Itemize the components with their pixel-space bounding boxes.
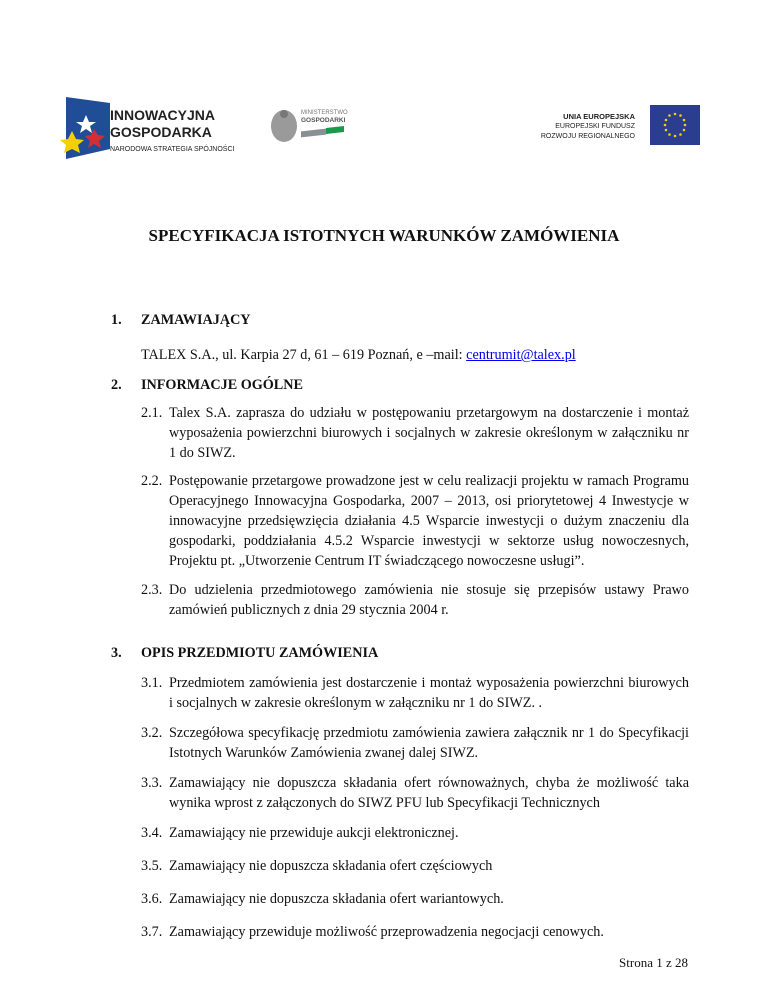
list-item: 3.3. Zamawiający nie dopuszcza składania ofert równoważnych, chyba że możliwość taka wynika wprost z załączonych do SIWZ PFU lub Specyfikacji Technicznych [141, 775, 689, 811]
green-bar [326, 126, 344, 134]
list-item: 2.3. Do udzielenia przedmiotowego zamówienia nie stosuje się przepisów ustawy Prawo zamówień publicznych z dnia 29 stycznia 2004 r. [141, 582, 689, 618]
grey-bar [301, 129, 326, 138]
section-heading-3: 3. OPIS PRZEDMIOTU ZAMÓWIENIA [111, 645, 379, 661]
list-item: 3.2. Szczegółowa specyfikację przedmiotu zamówienia zawiera załącznik nr 1 do Specyfikacji Istotnych Warunków Zamówienia zwanej dalej SIWZ. [141, 725, 689, 761]
email-link[interactable]: centrumit@talex.pl [466, 347, 576, 363]
ig-emblem-icon [58, 97, 110, 159]
ministerstwo-gospodarki-logo: MINISTERSTWO GOSPODARKI [269, 108, 379, 148]
innowacyjna-gospodarka-logo: INNOWACYJNA GOSPODARKA NARODOWA STRATEGIA SPÓJNOŚCI [58, 97, 228, 159]
list-item: 3.4. Zamawiający nie przewiduje aukcji elektronicznej. [141, 825, 459, 841]
unia-europejska-logo: UNIA EUROPEJSKA EUROPEJSKI FUNDUSZ ROZWOJU REGIONALNEGO [520, 110, 710, 150]
page-number: Strona 1 z 28 [619, 955, 688, 970]
contact-line: TALEX S.A., ul. Karpia 27 d, 61 – 619 Poznań, e –mail: centrumit@talex.pl [141, 347, 576, 363]
list-item: 3.6. Zamawiający nie dopuszcza składania ofert wariantowych. [141, 891, 504, 907]
list-item: 3.1. Przedmiotem zamówienia jest dostarczenie i montaż wyposażenia powierzchni biurowych i socjalnych w zakresie określonym w załączniku nr 1 do SIWZ. . [141, 675, 689, 711]
list-item: 3.5. Zamawiający nie dopuszcza składania ofert częściowych [141, 858, 493, 874]
section-heading-1: 1. ZAMAWIAJĄCY [111, 312, 251, 328]
list-item: 3.7. Zamawiający przewiduje możliwość przeprowadzenia negocjacji cenowych. [141, 924, 604, 940]
list-item: 2.2. Postępowanie przetargowe prowadzone jest w celu realizacji projektu w ramach Programu Operacyjnego Innowacyjna Gospodarka, 2007 – 2013, osi priorytetowej 4 Inwestycje w innowacyjne przedsięwzięcia działania 4.5 Wsparcie inwestycji o dużym znaczeniu dla gospodarki, poddziałania 4.5.2 Wsparcie inwestycji w sektorze usług nowoczesnych, Projektu pt. „Utworzenie Centrum IT świadczącego nowoczesne usługi”. [141, 473, 689, 569]
section-heading-2: 2. INFORMACJE OGÓLNE [111, 377, 303, 393]
eu-flag-icon [650, 105, 700, 145]
eagle-emblem-icon [269, 108, 299, 144]
list-item: 2.1. Talex S.A. zaprasza do udziału w postępowaniu przetargowym na dostarczenie i montaż wyposażenia powierzchni biurowych i socjalnych w zakresie określonym w załączniku nr 1 do SIWZ. [141, 405, 689, 461]
document-title: SPECYFIKACJA ISTOTNYCH WARUNKÓW ZAMÓWIENIA [148, 226, 620, 245]
